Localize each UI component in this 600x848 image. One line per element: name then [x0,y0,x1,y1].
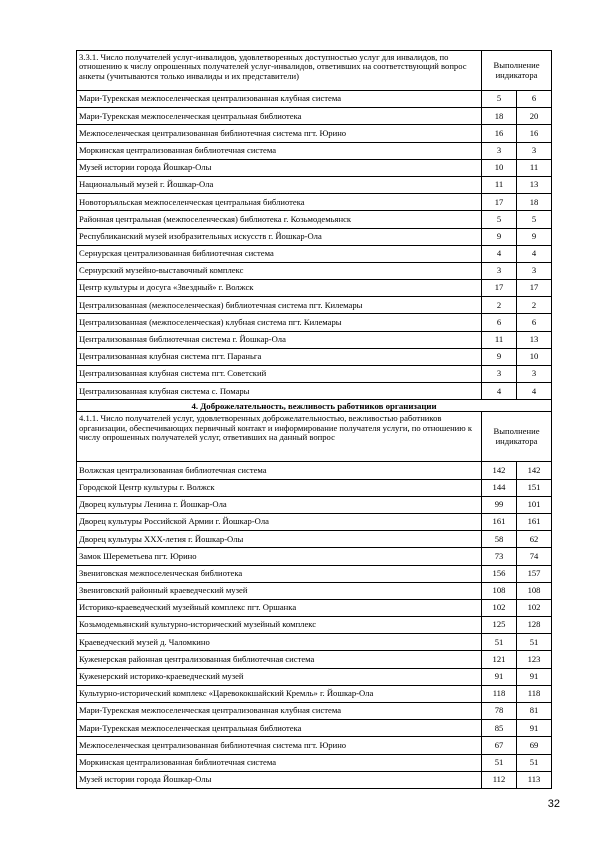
value-b: 3 [517,366,552,383]
organization-name: Музей истории города Йошкар-Олы [77,771,482,788]
value-a: 17 [482,194,517,211]
value-a: 73 [482,548,517,565]
value-b: 3 [517,142,552,159]
table-row [77,194,552,211]
value-a: 9 [482,348,517,365]
organization-name: Центр культуры и досуга «Звездный» г. Волжск [77,280,482,297]
value-a: 4 [482,383,517,400]
table-row [77,737,552,754]
organization-name: Районная центральная (межпоселенческая) библиотека г. Козьмодемьянск [77,211,482,228]
organization-name: Сернурский музейно-выставочный комплекс [77,262,482,279]
value-b: 108 [517,582,552,599]
organization-name: Централизованная (межпоселенческая) клубная система пгт. Килемары [77,314,482,331]
value-b: 62 [517,531,552,548]
value-b: 2 [517,297,552,314]
organization-name: Дворец культуры Российской Армии г. Йошкар-Ола [77,513,482,530]
value-a: 5 [482,91,517,108]
value-b: 18 [517,194,552,211]
value-b: 6 [517,314,552,331]
value-a: 3 [482,366,517,383]
table-row [77,462,552,479]
organization-name: Козьмодемьянский культурно-исторический музейный комплекс [77,617,482,634]
indicator-question: 3.3.1. Число получателей услуг-инвалидов, удовлетворенных доступностью услуг для инвалидов, по отношению к числу опрошенных получателей услуг-инвалидов, ответивших на соответствующий вопрос анкеты (учитываются только инвалиды и их представители) [77,51,482,91]
table-row [77,582,552,599]
value-b: 157 [517,565,552,582]
value-b: 69 [517,737,552,754]
value-b: 16 [517,125,552,142]
value-a: 4 [482,245,517,262]
value-a: 78 [482,703,517,720]
value-b: 4 [517,383,552,400]
organization-name: Музей истории города Йошкар-Олы [77,159,482,176]
value-b: 51 [517,634,552,651]
value-b: 10 [517,348,552,365]
value-b: 101 [517,496,552,513]
table-row [77,280,552,297]
organization-name: Куженерская районная централизованная библиотечная система [77,651,482,668]
value-b: 142 [517,462,552,479]
organization-name: Республиканский музей изобразительных искусств г. Йошкар-Ола [77,228,482,245]
value-a: 3 [482,262,517,279]
table-row [77,211,552,228]
value-a: 142 [482,462,517,479]
value-b: 3 [517,262,552,279]
organization-name: Мари-Турекская межпоселенческая централизованная клубная система [77,703,482,720]
table-row [77,548,552,565]
organization-name: Замок Шереметьева пгт. Юрино [77,548,482,565]
table-row [77,228,552,245]
organization-name: Сернурская централизованная библиотечная система [77,245,482,262]
organization-name: Городской Центр культуры г. Волжск [77,479,482,496]
organization-name: Централизованная клубная система с. Помары [77,383,482,400]
value-b: 81 [517,703,552,720]
value-b: 6 [517,91,552,108]
table-row [77,771,552,788]
value-a: 51 [482,634,517,651]
table-row [77,754,552,771]
value-b: 91 [517,720,552,737]
value-b: 74 [517,548,552,565]
value-a: 5 [482,211,517,228]
value-b: 161 [517,513,552,530]
value-b: 13 [517,176,552,193]
value-b: 20 [517,108,552,125]
results-table-body [77,51,552,789]
value-a: 102 [482,599,517,616]
organization-name: Централизованная клубная система пгт. Параньга [77,348,482,365]
organization-name: Межпоселенческая централизованная библиотечная система пгт. Юрино [77,125,482,142]
value-a: 121 [482,651,517,668]
performance-header: Выполнение индикатора [482,51,552,91]
value-a: 10 [482,159,517,176]
organization-name: Культурно-исторический комплекс «Царевококшайский Кремль» г. Йошкар-Ола [77,685,482,702]
value-a: 58 [482,531,517,548]
value-a: 9 [482,228,517,245]
table-row [77,668,552,685]
value-b: 113 [517,771,552,788]
page-number: 32 [547,798,560,810]
value-a: 108 [482,582,517,599]
value-b: 4 [517,245,552,262]
organization-name: Куженерский историко-краеведческий музей [77,668,482,685]
organization-name: Краеведческий музей д. Чаломкино [77,634,482,651]
table-row [77,91,552,108]
table-row [77,125,552,142]
organization-name: Дворец культуры Ленина г. Йошкар-Ола [77,496,482,513]
value-a: 125 [482,617,517,634]
indicator-header-row [77,412,552,462]
value-b: 5 [517,211,552,228]
organization-name: Централизованная (межпоселенческая) библиотечная система пгт. Килемары [77,297,482,314]
value-a: 51 [482,754,517,771]
section-heading: 4. Доброжелательность, вежливость работников организации [77,400,552,412]
organization-name: Мари-Турекская межпоселенческая централизованная клубная система [77,91,482,108]
value-a: 67 [482,737,517,754]
table-row [77,565,552,582]
table-row [77,479,552,496]
organization-name: Централизованная клубная система пгт. Советский [77,366,482,383]
organization-name: Централизованная библиотечная система г. Йошкар-Ола [77,331,482,348]
table-row [77,331,552,348]
value-a: 112 [482,771,517,788]
table-row [77,262,552,279]
organization-name: Национальный музей г. Йошкар-Ола [77,176,482,193]
value-b: 128 [517,617,552,634]
organization-name: Звениговский районный краеведческий музей [77,582,482,599]
table-row [77,245,552,262]
value-a: 11 [482,331,517,348]
value-a: 2 [482,297,517,314]
table-row [77,599,552,616]
table-row [77,634,552,651]
table-row [77,142,552,159]
table-row [77,720,552,737]
value-b: 102 [517,599,552,616]
organization-name: Дворец культуры ХХХ-летия г. Йошкар-Олы [77,531,482,548]
value-a: 11 [482,176,517,193]
value-a: 18 [482,108,517,125]
value-b: 118 [517,685,552,702]
value-a: 17 [482,280,517,297]
value-a: 161 [482,513,517,530]
table-row [77,108,552,125]
value-a: 99 [482,496,517,513]
value-a: 91 [482,668,517,685]
value-b: 91 [517,668,552,685]
value-a: 16 [482,125,517,142]
results-table [76,50,552,789]
value-b: 9 [517,228,552,245]
table-row [77,617,552,634]
table-row [77,348,552,365]
organization-name: Межпоселенческая централизованная библиотечная система пгт. Юрино [77,737,482,754]
value-b: 151 [517,479,552,496]
table-row [77,496,552,513]
table-row [77,176,552,193]
organization-name: Волжская централизованная библиотечная система [77,462,482,479]
table-row [77,703,552,720]
value-b: 11 [517,159,552,176]
table-row [77,513,552,530]
value-a: 144 [482,479,517,496]
value-a: 6 [482,314,517,331]
indicator-header-row [77,51,552,91]
value-b: 13 [517,331,552,348]
organization-name: Моркинская централизованная библиотечная система [77,142,482,159]
value-a: 156 [482,565,517,582]
organization-name: Звениговская межпоселенческая библиотека [77,565,482,582]
organization-name: Историко-краеведческий музейный комплекс пгт. Оршанка [77,599,482,616]
performance-header: Выполнение индикатора [482,412,552,462]
value-a: 118 [482,685,517,702]
table-row [77,297,552,314]
table-row [77,159,552,176]
table-row [77,685,552,702]
table-row [77,314,552,331]
indicator-question: 4.1.1. Число получателей услуг, удовлетворенных доброжелательностью, вежливостью работников организации, обеспечивающих первичный контакт и информирование получателя услуги, по отношению к числу опрошенных получателей услуг, ответивших на данный вопрос [77,412,482,462]
section-heading-row [77,400,552,412]
table-row [77,531,552,548]
value-b: 51 [517,754,552,771]
value-a: 3 [482,142,517,159]
value-b: 17 [517,280,552,297]
table-row [77,651,552,668]
value-b: 123 [517,651,552,668]
table-row [77,366,552,383]
value-a: 85 [482,720,517,737]
table-row [77,383,552,400]
organization-name: Моркинская централизованная библиотечная система [77,754,482,771]
organization-name: Новоторъяльская межпоселенческая центральная библиотека [77,194,482,211]
organization-name: Мари-Турекская межпоселенческая центральная библиотека [77,720,482,737]
organization-name: Мари-Турекская межпоселенческая центральная библиотека [77,108,482,125]
